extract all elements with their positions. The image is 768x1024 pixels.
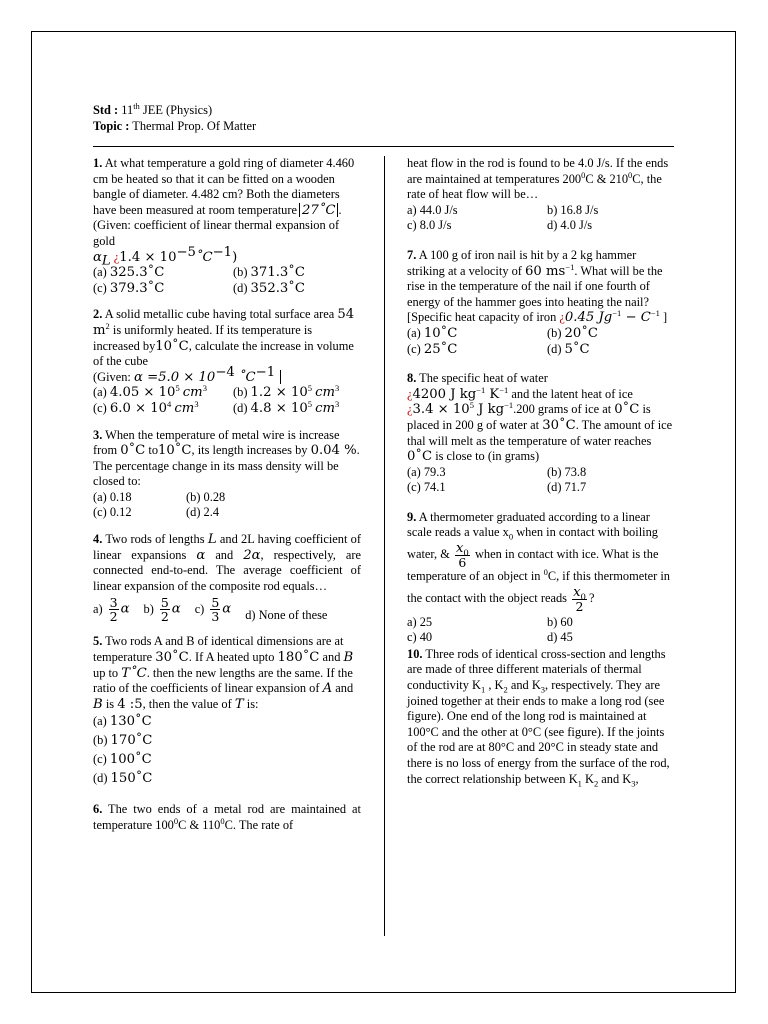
q7-options [407, 326, 674, 357]
question-7: 7. A 100 g of iron nail is hit by a 2 kg hammer striking at a velocity of 60 $ms^{-1}$. What will be the rise in the temperature of the nail if one fourth of energy of the hammer goes into heating the nail? [Specific heat capacity of iron ¿0.45 $Jg^{-1} - C^{-1}$ ] (a) 10˚C (b) 20˚C (c) 25˚C (d) 5˚C [407, 248, 674, 357]
q9-option-d[interactable]: d) 45 [547, 630, 573, 645]
q9-option-b[interactable]: b) 60 [547, 614, 573, 629]
q1-option-d[interactable]: (d) 352.3˚C [233, 280, 305, 296]
left-column [93, 156, 361, 845]
q8-options [407, 465, 674, 496]
q8-option-b[interactable]: (b) 73.8 [547, 464, 587, 479]
question-4: 4. Two rods of lengths L and 2L having coefficient of linear expansions α and 2α, respectively, are connected end-to-end. The average coefficient of linear expansion of the composite rod equals… a) $\frac{3}{2}$ α b) $\frac{5}{2}$ α c) $\frac{5}{3}$ α d) None of these [93, 532, 361, 625]
q1-option-a[interactable]: (a) 325.3˚C [93, 265, 165, 281]
question-9: 9. A thermometer graduated according to a linear scale reads a value $x_0$ when in contact with boiling water, & $\frac{x_0}{6}$ when in contact with ice. What is the temperature of an object in $^0$C, if this thermometer in the contact with the object reads $\frac{x_0}{2}$ ? a) 25 b) 60 c) 40 d) 45 [407, 510, 674, 646]
q2-options [93, 385, 361, 416]
question-2: 2. A solid metallic cube having total surface area 54 $m^2$ is uniformly heated. If its temperature is increased by10˚C, calculate the increase in volume of the cube (Given: $\alpha =5.0 \times 10^{-4}$ $˚C^{-1}$ (a) $4.05 \times 10^5$ $cm^3$ (b) $1.2 \times 10^5$ $cm^3$ (c) $6.0 \times 10^4$ $cm^3$ (d) $4.8 \times 10^5$ $cm^3$ [93, 307, 361, 416]
q5-option-c[interactable]: (c) 100˚C [93, 752, 152, 768]
question-6-continued: heat flow in the rod is found to be 4.0 J/s. If the ends are maintained at temperatures $200^0C$ & $210^0C$, the rate of heat flow will be… a) 44.0 J/s b) 16.8 J/s c) 8.0 J/s d) 4.0 J/s [407, 156, 674, 234]
q3-option-d[interactable]: (d) 2.4 [186, 505, 220, 520]
q3-option-c[interactable]: (c) 0.12 [93, 505, 132, 520]
q9-option-a[interactable]: a) 25 [407, 614, 433, 629]
q4-options [93, 596, 361, 623]
right-column [407, 156, 674, 798]
header-divider [93, 146, 674, 147]
column-divider [384, 156, 385, 936]
q8-option-c[interactable]: (c) 74.1 [407, 480, 446, 495]
question-8: 8. The specific heat of water ¿4200 J $kg^{-1}$ $K^{-1}$ and the latent heat of ice ¿$3.4 \times 10^5$ J $kg^{-1}.200$ grams of ice at 0˚C is placed in 200 g of water at 30˚C. The amount of ice thal will melt as the temperature of water reaches 0˚C is close to (in grams) (a) 79.3 (b) 73.8 (c) 74.1 (d) 71.7 [407, 371, 673, 495]
q2-option-b[interactable]: (b) $1.2 \times 10^5$ $cm^3$ [233, 383, 340, 401]
q6-option-c[interactable]: c) 8.0 J/s [407, 218, 452, 233]
question-6: 6. The two ends of a metal rod are maintained at temperature $100^0C$ & $110^0C$. The rate of [93, 802, 361, 832]
topic-line: Topic : Thermal Prop. Of Matter [93, 119, 257, 133]
q7-option-c[interactable]: (c) 25˚C [407, 341, 458, 357]
worksheet-header [93, 100, 683, 135]
q2-option-c[interactable]: (c) $6.0 \times 10^4$ $cm^3$ [93, 398, 199, 416]
q6-option-b[interactable]: b) 16.8 J/s [547, 202, 599, 217]
std-line: Std : 11th JEE (Physics) [93, 100, 213, 117]
q1-options [93, 265, 361, 296]
q5-option-d[interactable]: (d) 150˚C [93, 771, 153, 787]
question-3: 3. When the temperature of metal wire is increase from 0˚C to10˚C, its length increases by 0.04 %. The percentage change in its mass density will be closed to: (a) 0.18 (b) 0.28 (c) 0.12 (d) 2.4 [93, 427, 360, 520]
q9-option-c[interactable]: c) 40 [407, 630, 433, 645]
q4-option-b[interactable]: b) $\frac{5}{2}$ α [143, 595, 181, 625]
question-5: 5. Two rods A and B of identical dimensions are at temperature 30˚C. If A heated upto 180˚C and B up to T˚C. then the new lengths are the same. If the ratio of the coefficients of linear expansion of A and B is 4 :5, then the value of T is: (a) 130˚C (b) 170˚C (c) 100˚C (d) 150˚C [93, 634, 361, 788]
question-10: 10. Three rods of identical cross-section and lengths are made of three different materials of thermal conductivity $K_1$ , $K_2$ and $K_3$, respectively. They are joined together at their ends to make a long rod (see figure). One end of the long rod is maintained at 100°C and the other at 0°C (see figure). If the joints of the rod are at 80°C and 20°C in steady state and there is no loss of energy from the surface of the rod, the correct relationship between $K_1$ $K_2$ and $K_3$, [407, 646, 670, 789]
q3-option-a[interactable]: (a) 0.18 [93, 489, 132, 504]
question-1: 1. At what temperature a gold ring of diameter 4.460 cm be heated so that it can be fitted on a wooden bangle of diameter. 4.482 cm? Both the diameters have been measured at room temperature 27˚C . (Given: coefficient of linear thermal expansion of gold $\alpha_L$ ¿$1.4 \times 10^{-5}˚C^{-1}$) (a) 325.3˚C (b) 371.3˚C (c) 379.3˚C (d) 352.3˚C [93, 156, 361, 296]
q8-option-d[interactable]: (d) 71.7 [547, 480, 587, 495]
q7-option-b[interactable]: (b) 20˚C [547, 325, 599, 341]
q9-options [407, 615, 674, 646]
q2-option-d[interactable]: (d) $4.8 \times 10^5$ $cm^3$ [233, 398, 340, 416]
q1-option-b[interactable]: (b) 371.3˚C [233, 265, 305, 281]
q3-option-b[interactable]: (b) 0.28 [186, 489, 226, 504]
q5-option-a[interactable]: (a) 130˚C [93, 714, 152, 730]
q6-option-d[interactable]: d) 4.0 J/s [547, 218, 593, 233]
q4-option-c[interactable]: c) $\frac{5}{3}$ α [194, 595, 232, 625]
q5-option-b[interactable]: (b) 170˚C [93, 733, 153, 749]
q4-option-d[interactable]: d) None of these [245, 607, 328, 622]
q6-options [407, 203, 674, 234]
q7-option-a[interactable]: (a) 10˚C [407, 325, 458, 341]
q8-option-a[interactable]: (a) 79.3 [407, 464, 446, 479]
q4-option-a[interactable]: a) $\frac{3}{2}$ α [93, 595, 130, 625]
q1-option-c[interactable]: (c) 379.3˚C [93, 280, 165, 296]
q7-option-d[interactable]: (d) 5˚C [547, 341, 590, 357]
q6-option-a[interactable]: a) 44.0 J/s [407, 202, 458, 217]
q2-option-a[interactable]: (a) $4.05 \times 10^5$ $cm^3$ [93, 383, 207, 401]
q3-options [93, 490, 361, 521]
